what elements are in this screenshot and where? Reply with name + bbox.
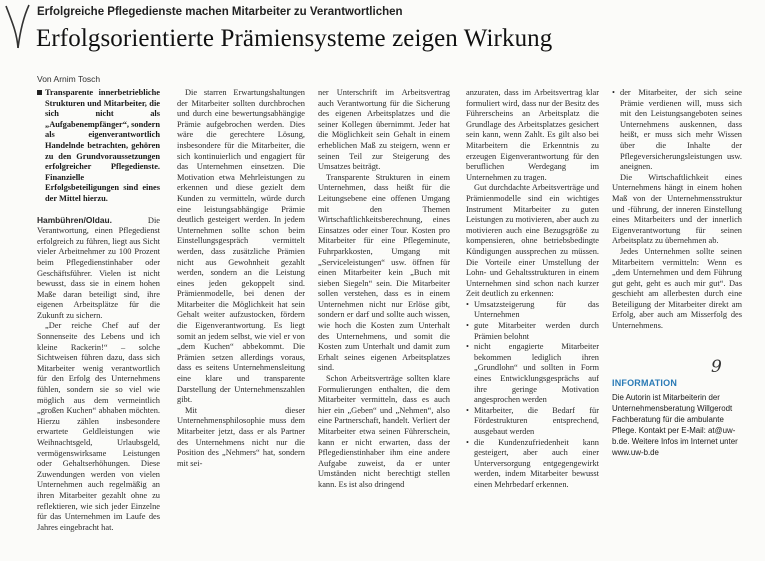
list-item: • nicht engagierte Mitarbeiter bekommen lediglich ihren „Grundlohn“ und sollten in Form eines Entwicklungsgesprächs auf ihre geringe Motivation angesprochen werden: [466, 342, 599, 406]
article-column-1: [37, 88, 160, 558]
list-item: • der Mitarbeiter, der sich seine Prämie verdienen will, muss sich mit den Leistungsangeboten seines Unternehmens auskennen, dass heißt, er muss sich mehr Wissen über die Inhalte der Pflegeversicherungsleistungen usw. aneignen.: [612, 88, 742, 173]
info-text: Die Autorin ist Mitarbeiterin der Unternehmensberatung Willgerodt Fachberatung für die ambulante Pflege. Kontakt per E-Mail: at@uw-b.de. Weitere Infos im Internet unter www.uw-b.de: [612, 393, 738, 458]
article-column-2: [177, 88, 305, 558]
body-paragraph: anzuraten, dass im Arbeitsvertrag klar formuliert wird, dass nur der Besitz des Führerscheins an Arbeitsplatz die Grundlage des Arbeitsplatzes gesichert sein kann, wenn Zahlt. Es gilt also bei Mitarbeitern die Erkenntnis zu erzeugen Eigenverantwortung für den beruflichen Werdegang im Unternehmen zu tragen.: [466, 88, 599, 182]
body-paragraph: Jedes Unternehmen sollte seinen Mitarbeitern vermitteln: Wenn es „dem Unternehmen und dem Führung gut geht, geht es auch mir gut“. Das geschieht am allerbesten durch eine Beteiligung der Mitarbeiter direkt am Erfolg, aber auch am Misserfolg des Unternehmens.: [612, 246, 742, 331]
dateline: Hambühren/Oldau.: [37, 214, 112, 225]
list-item: • Umsatzsteigerung für das Unternehmen: [466, 300, 599, 321]
continued-list: [612, 88, 742, 173]
body-paragraph: Gut durchdachte Arbeitsverträge und Prämienmodelle sind ein wichtiges Instrument Mitarbeiter zu guten Leistungen zu motivieren, aber auch zu motivieren auch eine Bezugsgröße zu kompensieren, ohne betriebsbedingte Kündigungen aussprechen zu müssen. Die Vorteile einer Umstellung der Lohn- und Gehaltsstrukturen in einem Unternehmen sind schon nach kurzer Zeit deutlich zu erkennen:: [466, 183, 599, 299]
body-paragraph: ner Unterschrift im Arbeitsvertrag auch Verantwortung für die Sicherung des eigenen Arbeitsplatzes und die seiner Kollegen übernimmt. Jeder hat die Möglichkeit sein Gehalt in einem erheblichen Maß zu steigern, wenn er seinen Teil zur Steigerung des Umsatzes beiträgt.: [318, 88, 450, 172]
article-column-3: [318, 88, 450, 558]
article-kicker: Erfolgreiche Pflegedienste machen Mitarbeiter zu Verantwortlichen: [37, 6, 403, 18]
benefits-list: [466, 300, 599, 491]
handwritten-page-number: 9: [711, 357, 722, 377]
body-paragraph: Schon Arbeitsverträge sollten klare Formulierungen enthalten, die dem Mitarbeiter vermitteln, dass es auch hier ein „Geben“ und „Nehmen“, also eine Partnerschaft, handelt. Verliert der Mitarbeiter etwa seinen Führerschein, kann er nicht erwarten, dass der Pflegedienstinhaber ihm eine andere Aufgabe zuweist, da er unter Umständen nicht berechtigt stellen kann. Es ist also dringend: [318, 374, 450, 489]
article-byline: Von Arnim Tosch: [37, 74, 101, 84]
lead-block: [37, 88, 160, 205]
body-text: Die Verantwortung, einen Pflegedienst erfolgreich zu führen, liegt aus Sicht vieler Arbeitnehmer zu 100 Prozent beim Pflegedienstinhaber oder Geschäftsführer. Vielen ist nicht bewusst, dass sie in einem hohen Maße daran beteiligt sind, ihre eigenen Arbeitsplätze für die Zukunft zu sichern.: [37, 215, 160, 320]
article-headline: Erfolgsorientierte Prämiensysteme zeigen Wirkung: [36, 25, 553, 52]
handwritten-corner-mark-icon: [3, 2, 31, 52]
body-paragraph: Transparente Strukturen in einem Unternehmen, dass heißt für die Leitungsebene eine offenen Umgang mit den Themen Wirtschaftlichkeitsberechnung, eines Einsatzes oder einer Tour. Kosten pro Mitarbeiter für eine Pflegeminute, Fuhrparkkosten, Umgang mit „Serviceleistungen“ usw. öffnen für einen Mitarbeiter kein „Buch mit sieben Siegeln“ sein. Die Mitarbeiter sollen verstehen, dass es in einem Unternehmen nicht nur Erlöse gibt, sondern er darf und sollte auch wissen, wie hoch die Kosten zum Unterhalt des Unternehmens, und somit die Kosten zum Unterhalt und damit zum Erhalt seines eigenen Arbeitsplatzes sind.: [318, 172, 450, 373]
body-paragraph: Mit dieser Unternehmensphilosophie muss dem Mitarbeiter jetzt, dass er als Partner des Unternehmens nicht nur die Position des „Nehmers“ hat, sondern mit sei-: [177, 405, 305, 468]
article-column-4: [466, 88, 599, 558]
body-paragraph: Die starren Erwartungshaltungen der Mitarbeiter sollten durchbrochen und durch eine bewertungsabhängige Prämie aufgebrochen werden. Dies wäre die gerechtere Lösung, insbesondere für die Mitarbeiter, die sich kontinuierlich und engagiert für das Unternehmen einsetzen. Die Motivation etwa Mehrleistungen zu erkennen und diese gezielt dem Kunden zu vermitteln, würde durch eine leistungsabhängige Prämie deutlich gesteigert werden. In jedem Unternehmen sollte schon beim Einstellungsgespräch vermittelt werden, dass zusätzliche Prämien nicht aus Gewohnheit gezahlt werden, sondern an die Leistung eines jeden gekoppelt sind. Prämienmodelle, bei denen der Mitarbeiter die Möglichkeit hat sein Gehalt weiter aufzustocken, fördern die Eigenverantwortung. Es liegt somit an jedem selbst, wie viel er von „dem Kuchen“ abbekommt. Die Prämien setzen allerdings voraus, dass es seitens Unternehmensleitung eine klare und transparente Darstellung der Unternehmenszahlen gibt.: [177, 88, 305, 405]
info-box: [612, 378, 742, 459]
body-paragraph: Die Wirtschaftlichkeit eines Unternehmens hängt in einem hohen Maß von der Unternehmensstruktur und -führung, der inneren Einstellung eines Mitarbeiters und der innerlich Eigenverantwortung für seinen Arbeitsplatz zu übernehmen ab.: [612, 172, 742, 246]
body-paragraph: „Der reiche Chef auf der Sonnenseite des Lebens und ich kleine Rackerin!“ – solche Sichtweisen führen dazu, dass sich Mitarbeiter wenig verantwortlich für den Erfolg des Unternehmens fühlen, sondern sie so viel wie möglich aus dem vermeintlich „großen Kuchen“ abhaben möchten. Hierzu zählen insbesondere erwartete Geldleistungen wie Weihnachtsgeld, Urlaubsgeld, vermögenswirksame Leistungen oder Gehaltserhöhungen. Diese Zuwendungen werden von vielen Unternehmen auch regelmäßig an ihren Mitarbeiter gezahlt ohne zu reflektieren, wie sich jeder Einzelne für das Unternehmen im Laufe des Jahres eingebracht hat.: [37, 321, 160, 532]
body-paragraph: [37, 215, 160, 322]
list-item: • Mitarbeiter, die Bedarf für Fördestrukturen entsprechend, ausgebaut werden: [466, 406, 599, 438]
article-lead: Transparente innerbetriebliche Strukturen und Mitarbeiter, die sich nicht als „Aufgabenempfänger“, sondern als eigenverantwortlich Handelnde betrachten, gehören zu den Grundvoraussetzungen erfolgreicher Pflegedienste. Finanzielle Erfolgsbeteiligungen sind eines der Mittel hierzu.: [45, 88, 160, 203]
list-item: • die Kundenzufriedenheit kann gesteigert, aber auch einer Unterversorgung entgegengewirkt werden, indem Mitarbeiter bewusst einen Mehrbedarf erkennen.: [466, 438, 599, 491]
info-title: INFORMATION: [612, 378, 678, 388]
article-column-5: [612, 88, 742, 373]
list-item: • gute Mitarbeiter werden durch Prämien belohnt: [466, 321, 599, 342]
